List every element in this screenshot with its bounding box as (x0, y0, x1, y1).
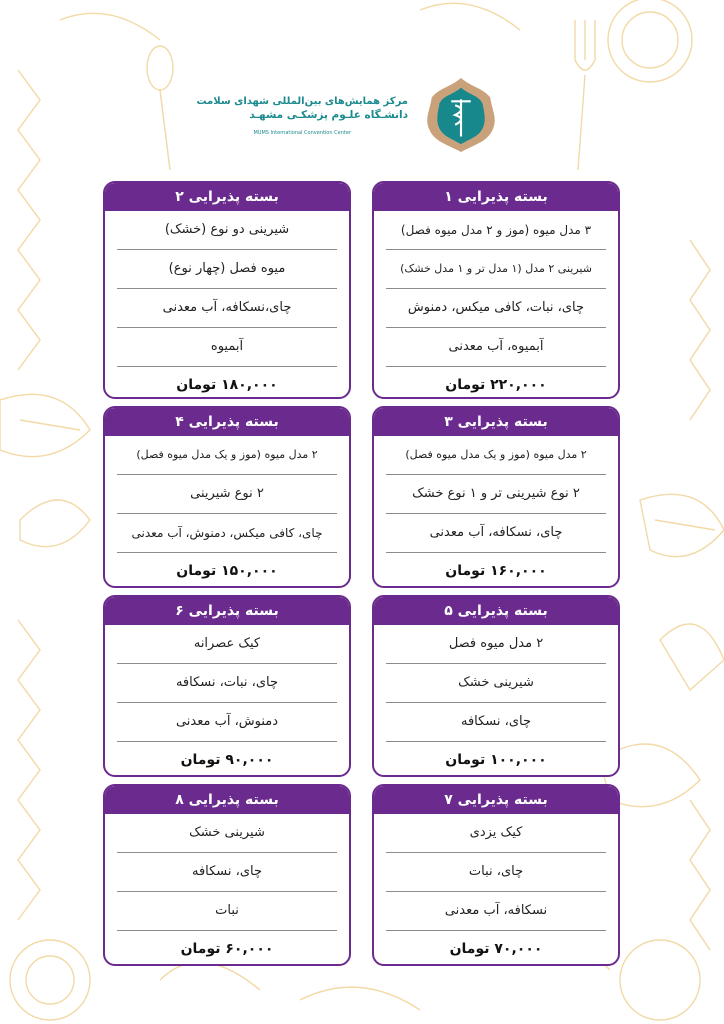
package-item: نبات (117, 892, 337, 931)
package-price: ۷۰,۰۰۰ تومان (449, 941, 543, 957)
package-price: ۱۰۰,۰۰۰ تومان (445, 752, 547, 768)
package-title: بسته پذیرایی ۱ (374, 183, 618, 211)
package-card-7 (372, 784, 620, 966)
package-item: دمنوش، آب معدنی (117, 703, 337, 742)
header-title-line1: مرکز همایش‌های بین‌المللی شهدای سلامت (196, 96, 408, 107)
package-item: آبمیوه (117, 328, 337, 367)
package-price: ۹۰,۰۰۰ تومان (180, 752, 274, 768)
package-item: شیرینی ۲ مدل (۱ مدل تر و ۱ مدل خشک) (386, 250, 606, 289)
package-title: بسته پذیرایی ۳ (374, 408, 618, 436)
university-logo-icon (422, 76, 500, 154)
package-price: ۱۶۰,۰۰۰ تومان (445, 563, 547, 579)
package-title: بسته پذیرایی ۲ (105, 183, 349, 211)
package-price: ۲۲۰,۰۰۰ تومان (445, 377, 547, 393)
package-card-2 (103, 181, 351, 399)
package-item: ۲ مدل میوه فصل (386, 625, 606, 664)
package-item: چای، نسکافه (117, 853, 337, 892)
package-item: چای، نبات، نسکافه (117, 664, 337, 703)
package-item: ۲ مدل میوه (موز و یک مدل میوه فصل) (117, 436, 337, 475)
package-title: بسته پذیرایی ۸ (105, 786, 349, 814)
package-item: چای، نبات، کافی میکس، دمنوش (386, 289, 606, 328)
package-item: چای، کافی میکس، دمنوش، آب معدنی (117, 514, 337, 553)
package-price: ۱۸۰,۰۰۰ تومان (176, 377, 278, 393)
package-item: شیرینی خشک (117, 814, 337, 853)
package-title: بسته پذیرایی ۶ (105, 597, 349, 625)
package-price: ۶۰,۰۰۰ تومان (180, 941, 274, 957)
package-item: شیرینی خشک (386, 664, 606, 703)
package-item: چای،نسکافه، آب معدنی (117, 289, 337, 328)
package-item: میوه فصل (چهار نوع) (117, 250, 337, 289)
package-card-6 (103, 595, 351, 777)
package-item: آبمیوه، آب معدنی (386, 328, 606, 367)
header (196, 72, 500, 152)
package-card-4 (103, 406, 351, 588)
package-title: بسته پذیرایی ۴ (105, 408, 349, 436)
package-card-8 (103, 784, 351, 966)
package-card-1 (372, 181, 620, 399)
package-title: بسته پذیرایی ۵ (374, 597, 618, 625)
package-item: ۲ مدل میوه (موز و یک مدل میوه فصل) (386, 436, 606, 475)
package-price: ۱۵۰,۰۰۰ تومان (176, 563, 278, 579)
package-card-3 (372, 406, 620, 588)
package-item: ۲ نوع شیرینی (117, 475, 337, 514)
package-item: نسکافه، آب معدنی (386, 892, 606, 931)
package-title: بسته پذیرایی ۷ (374, 786, 618, 814)
package-item: ۲ نوع شیرینی تر و ۱ نوع خشک (386, 475, 606, 514)
package-item: کیک یزدی (386, 814, 606, 853)
package-item: ۳ مدل میوه (موز و ۲ مدل میوه فصل) (386, 211, 606, 250)
header-subtitle: MUMS International Convention Center (253, 130, 351, 136)
package-card-5 (372, 595, 620, 777)
package-item: شیرینی دو نوع (خشک) (117, 211, 337, 250)
package-item: کیک عصرانه (117, 625, 337, 664)
header-title-line2: دانشـگاه علـوم پزشکـی مشهـد (249, 109, 408, 121)
package-item: چای، نبات (386, 853, 606, 892)
package-item: چای، نسکافه (386, 703, 606, 742)
package-item: چای، نسکافه، آب معدنی (386, 514, 606, 553)
